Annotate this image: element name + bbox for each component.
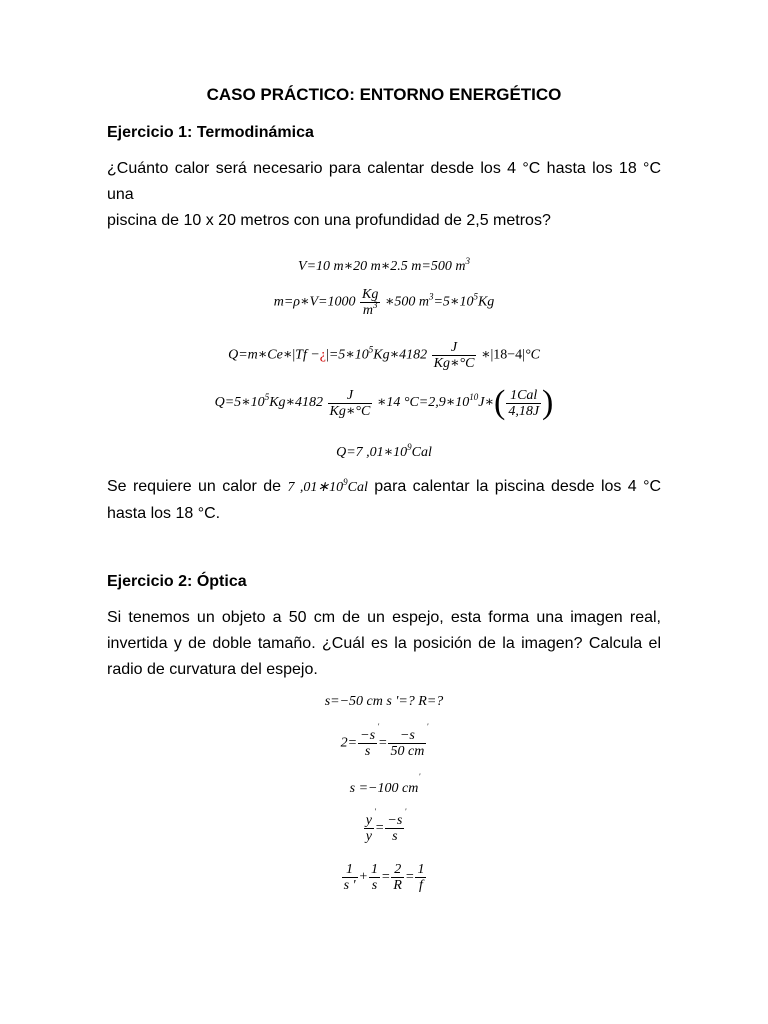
equation-heat: Q=m∗Ce∗|Tf $-¿|=5∗10^5Kg∗4182$ $\frac{J}{Kg∗^\circ C}$ ∗|18−4|°C <box>228 340 540 371</box>
error-mark: ¿ <box>319 347 326 363</box>
question-line: piscina de 10 x 20 metros con una profundidad de 2,5 metros? <box>107 212 551 229</box>
fraction-denominator: s <box>364 744 371 759</box>
fraction <box>360 287 380 318</box>
equation-text: =5∗10 <box>328 347 369 363</box>
equation-mass: m=ρ∗V=1000 $\frac{Kg}{m^3}$ ∗500 $m^3=5∗10^5Kg$ <box>273 287 495 318</box>
fraction-denominator: s <box>392 829 398 844</box>
fraction <box>388 728 426 759</box>
fraction <box>358 728 377 759</box>
equation-text: m=ρ∗V=1000 <box>273 294 356 310</box>
exercise-1-heading: Ejercicio 1: Termodinámica <box>107 124 314 141</box>
fraction <box>369 862 380 893</box>
fraction-numerator: −s ' <box>388 728 426 744</box>
equation-text: ∗14 °C=2,9∗10 <box>376 395 470 411</box>
fraction-denominator: 50 cm <box>390 744 425 759</box>
equation-text: =5∗10 <box>433 294 474 310</box>
equation-text: s =−100 cm ' <box>350 781 419 796</box>
fraction-numerator: 1 <box>342 862 358 878</box>
fraction-denominator: Kg∗°C <box>433 356 475 371</box>
equation-givens: s=−50 cm s '=? R=? <box>324 694 444 709</box>
fraction <box>415 862 426 893</box>
equation-magnification <box>107 728 661 759</box>
equation-text: = <box>404 869 415 885</box>
exercise-2-heading: Ejercicio 2: Óptica <box>107 573 247 590</box>
fraction-numerator: 1 <box>417 862 425 877</box>
fraction-denominator: y <box>365 829 372 844</box>
equation-text: Q=m∗Ce∗ <box>228 347 293 363</box>
fraction <box>391 862 404 893</box>
equation-text: J∗ <box>478 395 494 411</box>
equation-text: Kg <box>477 294 495 310</box>
exercise-1-question <box>107 156 661 234</box>
equation-text: = <box>374 820 385 836</box>
fraction-denominator: f <box>418 878 423 893</box>
fraction-numerator: 2 <box>391 862 404 878</box>
equation-text: Q=5∗10 <box>214 395 265 411</box>
fraction <box>432 340 477 371</box>
equation-mirror <box>107 862 661 893</box>
fraction <box>328 388 373 419</box>
exercise-2-question <box>107 605 661 683</box>
equation-heat-calories: $Q=5∗10^5Kg∗4182$ $\frac{J}{Kg∗^\circ C}$ ∗14 $^\circ C=2,9∗10^{10}J∗$( $\frac{\text{1Cal}}{4,18J}$ ) <box>214 384 554 421</box>
fraction-numerator: −s ' <box>385 813 404 829</box>
fraction <box>342 862 358 893</box>
fraction <box>364 813 374 844</box>
equation-text: 18−4 <box>493 347 523 363</box>
fraction-numerator: 1Cal <box>506 388 541 404</box>
equation-text: + <box>358 869 368 885</box>
fraction-denominator: s <box>371 878 378 893</box>
fraction-numerator: y ' <box>364 813 374 829</box>
question-line: ¿Cuánto calor será necesario para calentar desde los 4 °C hasta los 18 °C una <box>107 160 661 203</box>
fraction-denominator: 4,18J <box>508 403 540 419</box>
equation-text: °C <box>524 347 540 363</box>
exponent: 3 <box>465 256 470 266</box>
equation-text: Kg∗4182 <box>373 347 428 363</box>
equation-text: 2= <box>340 735 358 751</box>
question-line: invertida y de doble tamaño. ¿Cuál es la posición de la imagen? Calcula el <box>107 635 661 652</box>
equation-text: Q=7 ,01∗10 <box>336 445 408 460</box>
answer-line: hasta los 18 °C. <box>107 505 221 522</box>
fraction-denominator: s ' <box>343 878 356 893</box>
equation-text: ∗ <box>480 347 491 363</box>
equation-text: ∗500 m <box>384 294 429 310</box>
equation-text: V=10 m∗20 m∗2.5 m=500 m <box>298 259 466 274</box>
fraction <box>385 813 404 844</box>
answer-line: Se requiere un calor de 7 $,01∗10^9Cal$ para calentar la piscina desde los 4 °C <box>107 477 662 495</box>
document-page <box>107 0 661 1024</box>
equation-image-position <box>107 781 661 797</box>
equation-text: = <box>378 735 388 751</box>
equation-size-ratio <box>107 813 661 844</box>
fraction-numerator: J <box>328 388 373 404</box>
fraction-numerator: Kg <box>362 287 379 302</box>
question-line: Si tenemos un objeto a 50 cm de un espejo, esta forma una imagen real, <box>107 609 661 626</box>
fraction-denominator: $m^3$ <box>362 300 378 318</box>
equation-text: = <box>380 869 391 885</box>
fraction <box>506 388 541 419</box>
exercise-1-answer <box>107 474 661 527</box>
equation-volume <box>107 258 661 275</box>
fraction-numerator: J <box>432 340 477 356</box>
fraction-denominator: Kg∗°C <box>329 403 371 419</box>
equation-result: Q=7 $,01∗10^9Cal$ <box>336 442 432 460</box>
equation-text: Kg∗4182 <box>269 395 324 411</box>
fraction-numerator: 1 <box>370 862 378 877</box>
question-line: radio de curvatura del espejo. <box>107 661 318 678</box>
page-title: CASO PRÁCTICO: ENTORNO ENERGÉTICO <box>206 85 562 104</box>
fraction-denominator: R <box>393 878 402 893</box>
fraction-numerator: −s ' <box>358 728 377 744</box>
equation-text: Tf − <box>295 347 320 363</box>
equation-text: Cal <box>411 445 432 460</box>
